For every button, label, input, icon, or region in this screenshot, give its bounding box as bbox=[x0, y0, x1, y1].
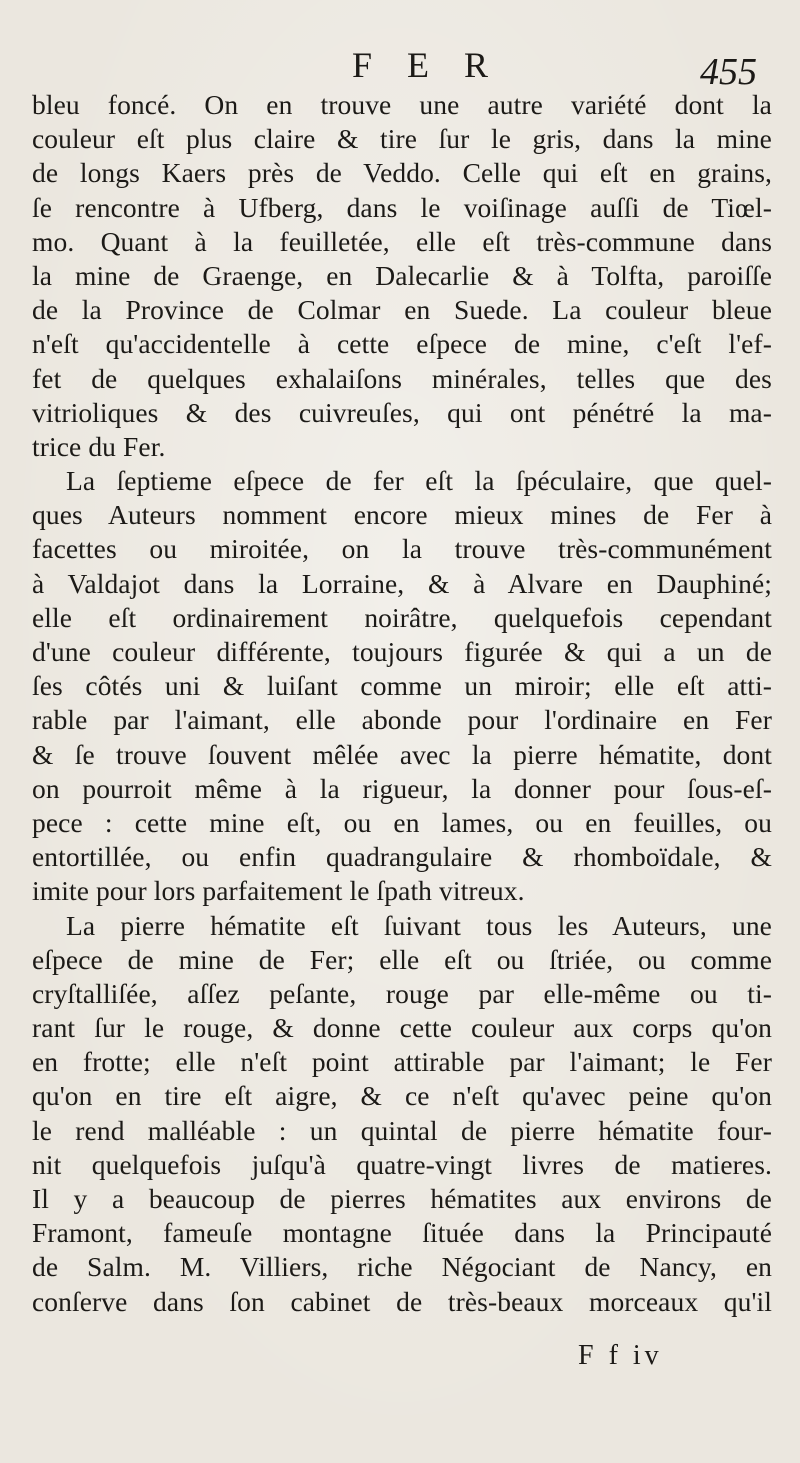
text-line: Framont, fameuſe montagne ſituée dans la Principauté bbox=[32, 1217, 772, 1249]
text-line: pece : cette mine eſt, ou en lames, ou en feuilles, ou bbox=[32, 806, 772, 838]
text-line: le rend malléable : un quintal de pierre hématite four- bbox=[32, 1114, 772, 1146]
signature-mark: F f iv bbox=[578, 1340, 663, 1371]
running-title: F E R bbox=[352, 45, 502, 85]
text-line: rant ſur le rouge, & donne cette couleur aux corps qu'on bbox=[32, 1012, 772, 1044]
paragraph-start: La pierre hématite eſt ſuivant tous les Auteurs, une bbox=[66, 909, 772, 941]
text-line: d'une couleur différente, toujours figurée & qui a un de bbox=[32, 636, 772, 667]
text-line: trice du Fer. bbox=[32, 430, 166, 462]
text-line: ſe rencontre à Ufberg, dans le voiſinage auſſi de Tiœl- bbox=[32, 191, 772, 223]
text-line: elle eſt ordinairement noirâtre, quelquefois cependant bbox=[32, 601, 772, 633]
text-line: facettes ou miroitée, on la trouve très-communément bbox=[32, 533, 772, 565]
text-line: n'eſt qu'accidentelle à cette eſpece de mine, c'eſt l'ef- bbox=[32, 328, 772, 360]
text-line: ques Auteurs nomment encore mieux mines de Fer à bbox=[32, 499, 772, 531]
text-line: rable par l'aimant, elle abonde pour l'ordinaire en Fer bbox=[32, 704, 772, 736]
paragraph-start: La ſeptieme eſpece de fer eſt la ſpéculaire, que quel- bbox=[66, 465, 772, 497]
text-line: ſes côtés uni & luiſant comme un miroir; elle eſt atti- bbox=[32, 670, 772, 702]
text-line: mo. Quant à la feuilletée, elle eſt très-commune dans bbox=[32, 225, 772, 257]
text-line: en frotte; elle n'eſt point attirable par l'aimant; le Fer bbox=[32, 1046, 772, 1078]
text-line: de la Province de Colmar en Suede. La couleur bleue bbox=[32, 294, 772, 326]
body-text bbox=[32, 88, 772, 1319]
text-line: de Salm. M. Villiers, riche Négociant de Nancy, en bbox=[32, 1251, 772, 1283]
text-line: fet de quelques exhalaiſons minérales, telles que des bbox=[32, 362, 772, 394]
text-line: à Valdajot dans la Lorraine, & à Alvare en Dauphiné; bbox=[32, 567, 772, 599]
text-line: Il y a beaucoup de pierres hématites aux environs de bbox=[32, 1183, 772, 1214]
text-line: nit quelquefois juſqu'à quatre-vingt livres de matieres. bbox=[32, 1148, 772, 1180]
text-line: de longs Kaers près de Veddo. Celle qui eſt en grains, bbox=[32, 157, 772, 189]
page-number: 455 bbox=[700, 51, 757, 93]
text-line: entortillée, ou enfin quadrangulaire & rhomboïdale, & bbox=[32, 841, 772, 873]
text-line: cryſtalliſée, aſſez peſante, rouge par elle-même ou ti- bbox=[32, 977, 772, 1009]
text-line: qu'on en tire eſt aigre, & ce n'eſt qu'avec peine qu'on bbox=[32, 1080, 772, 1112]
text-line: & ſe trouve ſouvent mêlée avec la pierre hématite, dont bbox=[32, 738, 772, 770]
text-line: couleur eſt plus claire & tire ſur le gris, dans la mine bbox=[32, 123, 772, 155]
text-line: bleu foncé. On en trouve une autre variété dont la bbox=[32, 89, 772, 120]
text-line: on pourroit même à la rigueur, la donner pour ſous-eſ- bbox=[32, 772, 772, 804]
running-head bbox=[0, 40, 800, 93]
text-line: eſpece de mine de Fer; elle eſt ou ſtriée, ou comme bbox=[32, 943, 772, 975]
text-line: conſerve dans ſon cabinet de très-beaux morceaux qu'il bbox=[32, 1285, 772, 1317]
text-line: vitrioliques & des cuivreuſes, qui ont pénétré la ma- bbox=[32, 396, 772, 428]
text-line: la mine de Graenge, en Dalecarlie & à Tolfta, paroiſſe bbox=[32, 259, 772, 291]
text-line: imite pour lors parfaitement le ſpath vitreux. bbox=[32, 875, 525, 907]
